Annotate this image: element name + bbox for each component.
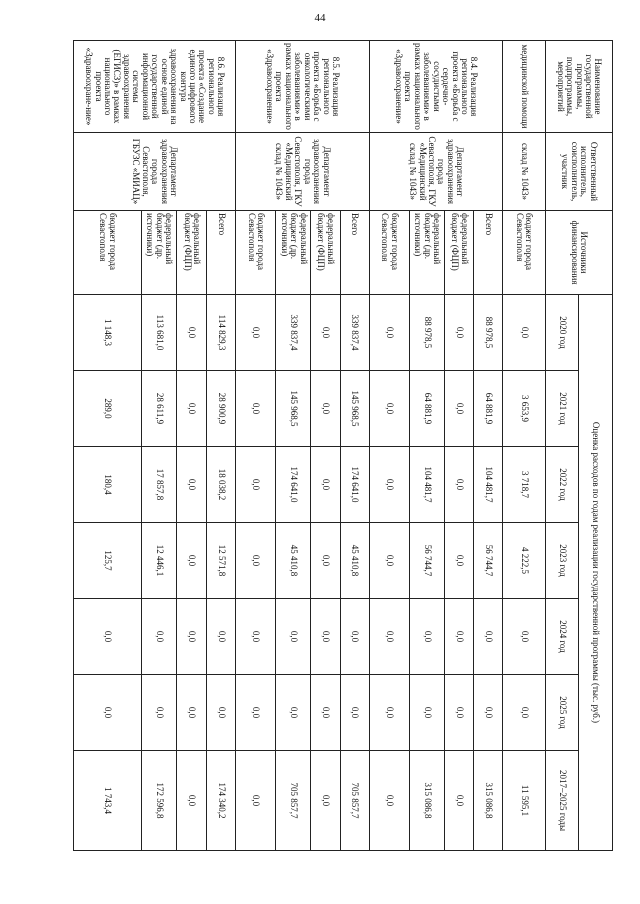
header-year: 2022 год <box>545 447 579 523</box>
amount-cell: 0,0 <box>445 371 474 447</box>
amount-cell: 0,0 <box>141 599 176 675</box>
header-source: Источники финансирования <box>545 211 612 295</box>
amount-cell: 289,0 <box>74 371 142 447</box>
amount-cell: 0,0 <box>177 295 206 371</box>
amount-cell: 0,0 <box>369 523 409 599</box>
amount-cell: 17 857,8 <box>141 447 176 523</box>
measure-name: 8.5. Реализация регионального проекта «Борьба с онкологическими заболеваниями» в рамках национального проекта «Здравоохранение» <box>236 41 370 133</box>
amount-cell: 0,0 <box>177 599 206 675</box>
amount-cell: 0,0 <box>503 599 546 675</box>
amount-cell: 0,0 <box>445 599 474 675</box>
funding-source: федеральный бюджет (др. источники) <box>141 211 176 295</box>
amount-cell: 3 718,7 <box>503 447 546 523</box>
header-year: 2020 год <box>545 295 579 371</box>
amount-cell: 88 978,5 <box>409 295 444 371</box>
amount-cell: 28 900,9 <box>206 371 235 447</box>
amount-cell: 0,0 <box>445 523 474 599</box>
funding-source: Всего <box>474 211 503 295</box>
amount-cell: 0,0 <box>177 447 206 523</box>
amount-cell: 0,0 <box>445 295 474 371</box>
funding-source: бюджет города Севастополя <box>369 211 409 295</box>
amount-cell: 64 881,9 <box>409 371 444 447</box>
amount-cell: 0,0 <box>445 751 474 851</box>
amount-cell: 0,0 <box>206 599 235 675</box>
measure-name: 8.6. Реализация регионального проекта «Создание единого цифрового контура здравоохранения на основе единой государственной информационной системы здравоохранения (ЕГИСЗ)» в рамках национального проекта «Здравоохране-ние» <box>74 41 236 133</box>
executor: Департамент здравоохранения города Севастополя, ГКУ «Медицинский склад № 1043» <box>236 133 370 211</box>
amount-cell: 88 978,5 <box>474 295 503 371</box>
executor: Департамент здравоохранения города Севастополя, ГБУЗС «МИАЦ» <box>74 133 236 211</box>
amount-cell: 0,0 <box>74 675 142 751</box>
amount-cell: 0,0 <box>340 675 369 751</box>
amount-cell: 125,7 <box>74 523 142 599</box>
table-row <box>474 41 503 851</box>
amount-cell: 12 571,8 <box>206 523 235 599</box>
amount-cell: 56 744,7 <box>409 523 444 599</box>
amount-cell: 705 857,7 <box>276 751 311 851</box>
amount-cell: 0,0 <box>177 751 206 851</box>
amount-cell: 45 410,8 <box>276 523 311 599</box>
amount-cell: 339 837,4 <box>340 295 369 371</box>
amount-cell: 0,0 <box>311 751 340 851</box>
amount-cell: 0,0 <box>276 675 311 751</box>
amount-cell: 1 148,3 <box>74 295 142 371</box>
amount-cell: 0,0 <box>74 599 142 675</box>
amount-cell: 0,0 <box>311 371 340 447</box>
budget-table <box>73 40 613 851</box>
amount-cell: 0,0 <box>474 675 503 751</box>
amount-cell: 28 611,9 <box>141 371 176 447</box>
amount-cell: 0,0 <box>409 599 444 675</box>
table-row <box>340 41 369 851</box>
amount-cell: 0,0 <box>369 751 409 851</box>
amount-cell: 104 481,7 <box>409 447 444 523</box>
amount-cell: 0,0 <box>311 523 340 599</box>
amount-cell: 0,0 <box>369 371 409 447</box>
amount-cell: 0,0 <box>311 675 340 751</box>
header-executor: Ответственный исполнитель, соисполнитель, участник <box>545 133 612 211</box>
amount-cell: 18 038,2 <box>206 447 235 523</box>
funding-source: Всего <box>340 211 369 295</box>
amount-cell: 3 653,9 <box>503 371 546 447</box>
page-number: 44 <box>314 12 326 24</box>
amount-cell: 0,0 <box>276 599 311 675</box>
amount-cell: 174 641,0 <box>276 447 311 523</box>
header-name: Наименование государственной программы, подпрограммы, мероприятий <box>545 41 612 133</box>
amount-cell: 113 681,0 <box>141 295 176 371</box>
amount-cell: 0,0 <box>236 751 276 851</box>
amount-cell: 174 641,0 <box>340 447 369 523</box>
amount-cell: 45 410,8 <box>340 523 369 599</box>
amount-cell: 172 596,8 <box>141 751 176 851</box>
executor: склад № 1043» <box>503 133 546 211</box>
amount-cell: 0,0 <box>445 675 474 751</box>
table-row <box>206 41 235 851</box>
amount-cell: 0,0 <box>311 295 340 371</box>
amount-cell: 145 968,5 <box>340 371 369 447</box>
amount-cell: 0,0 <box>236 447 276 523</box>
amount-cell: 705 857,7 <box>340 751 369 851</box>
header-year: 2025 год <box>545 675 579 751</box>
funding-source: федеральный бюджет (др. источники) <box>276 211 311 295</box>
amount-cell: 0,0 <box>236 599 276 675</box>
measure-name: медицинской помощи <box>503 41 546 133</box>
budget-table-sheet <box>73 40 613 850</box>
header-year: 2024 год <box>545 599 579 675</box>
header-year: 2021 год <box>545 371 579 447</box>
amount-cell: 1 743,4 <box>74 751 142 851</box>
amount-cell: 0,0 <box>445 447 474 523</box>
amount-cell: 0,0 <box>503 675 546 751</box>
amount-cell: 0,0 <box>409 675 444 751</box>
funding-source: федеральный бюджет (ФЦП) <box>311 211 340 295</box>
amount-cell: 0,0 <box>311 447 340 523</box>
amount-cell: 12 446,1 <box>141 523 176 599</box>
funding-source: федеральный бюджет (ФЦП) <box>445 211 474 295</box>
funding-source: бюджет города Севастополя <box>236 211 276 295</box>
amount-cell: 0,0 <box>206 675 235 751</box>
amount-cell: 11 595,1 <box>503 751 546 851</box>
amount-cell: 64 881,9 <box>474 371 503 447</box>
amount-cell: 174 340,2 <box>206 751 235 851</box>
amount-cell: 0,0 <box>177 675 206 751</box>
amount-cell: 0,0 <box>236 675 276 751</box>
header-estimate: Оценка расходов по годам реализации государственной программы (тыс. руб.) <box>579 295 613 851</box>
amount-cell: 4 222,5 <box>503 523 546 599</box>
amount-cell: 0,0 <box>177 371 206 447</box>
amount-cell: 0,0 <box>236 295 276 371</box>
amount-cell: 0,0 <box>177 523 206 599</box>
amount-cell: 339 837,4 <box>276 295 311 371</box>
header-year: 2017–2025 годы <box>545 751 579 851</box>
measure-name: 8.4. Реализация регионального проекта «Борьба с сердечно-сосудистыми заболеваниями» в рамках национального проекта «Здравоохранение» <box>369 41 503 133</box>
amount-cell: 180,4 <box>74 447 142 523</box>
amount-cell: 0,0 <box>503 295 546 371</box>
amount-cell: 0,0 <box>369 447 409 523</box>
amount-cell: 0,0 <box>369 295 409 371</box>
amount-cell: 114 829,3 <box>206 295 235 371</box>
amount-cell: 0,0 <box>236 371 276 447</box>
amount-cell: 0,0 <box>369 599 409 675</box>
table-row <box>503 41 546 851</box>
amount-cell: 0,0 <box>369 675 409 751</box>
header-year: 2023 год <box>545 523 579 599</box>
amount-cell: 0,0 <box>141 675 176 751</box>
funding-source: федеральный бюджет (др. источники) <box>409 211 444 295</box>
amount-cell: 0,0 <box>474 599 503 675</box>
funding-source: бюджет города Севастополя <box>503 211 546 295</box>
amount-cell: 145 968,5 <box>276 371 311 447</box>
amount-cell: 104 481,7 <box>474 447 503 523</box>
funding-source: бюджет города Севастополя <box>74 211 142 295</box>
amount-cell: 56 744,7 <box>474 523 503 599</box>
amount-cell: 0,0 <box>236 523 276 599</box>
amount-cell: 0,0 <box>311 599 340 675</box>
amount-cell: 0,0 <box>340 599 369 675</box>
funding-source: федеральный бюджет (ФЦП) <box>177 211 206 295</box>
executor: Департамент здравоохранения города Севастополя, ГКУ «Медицинский склад № 1043» <box>369 133 503 211</box>
amount-cell: 315 086,8 <box>474 751 503 851</box>
amount-cell: 315 086,8 <box>409 751 444 851</box>
funding-source: Всего <box>206 211 235 295</box>
